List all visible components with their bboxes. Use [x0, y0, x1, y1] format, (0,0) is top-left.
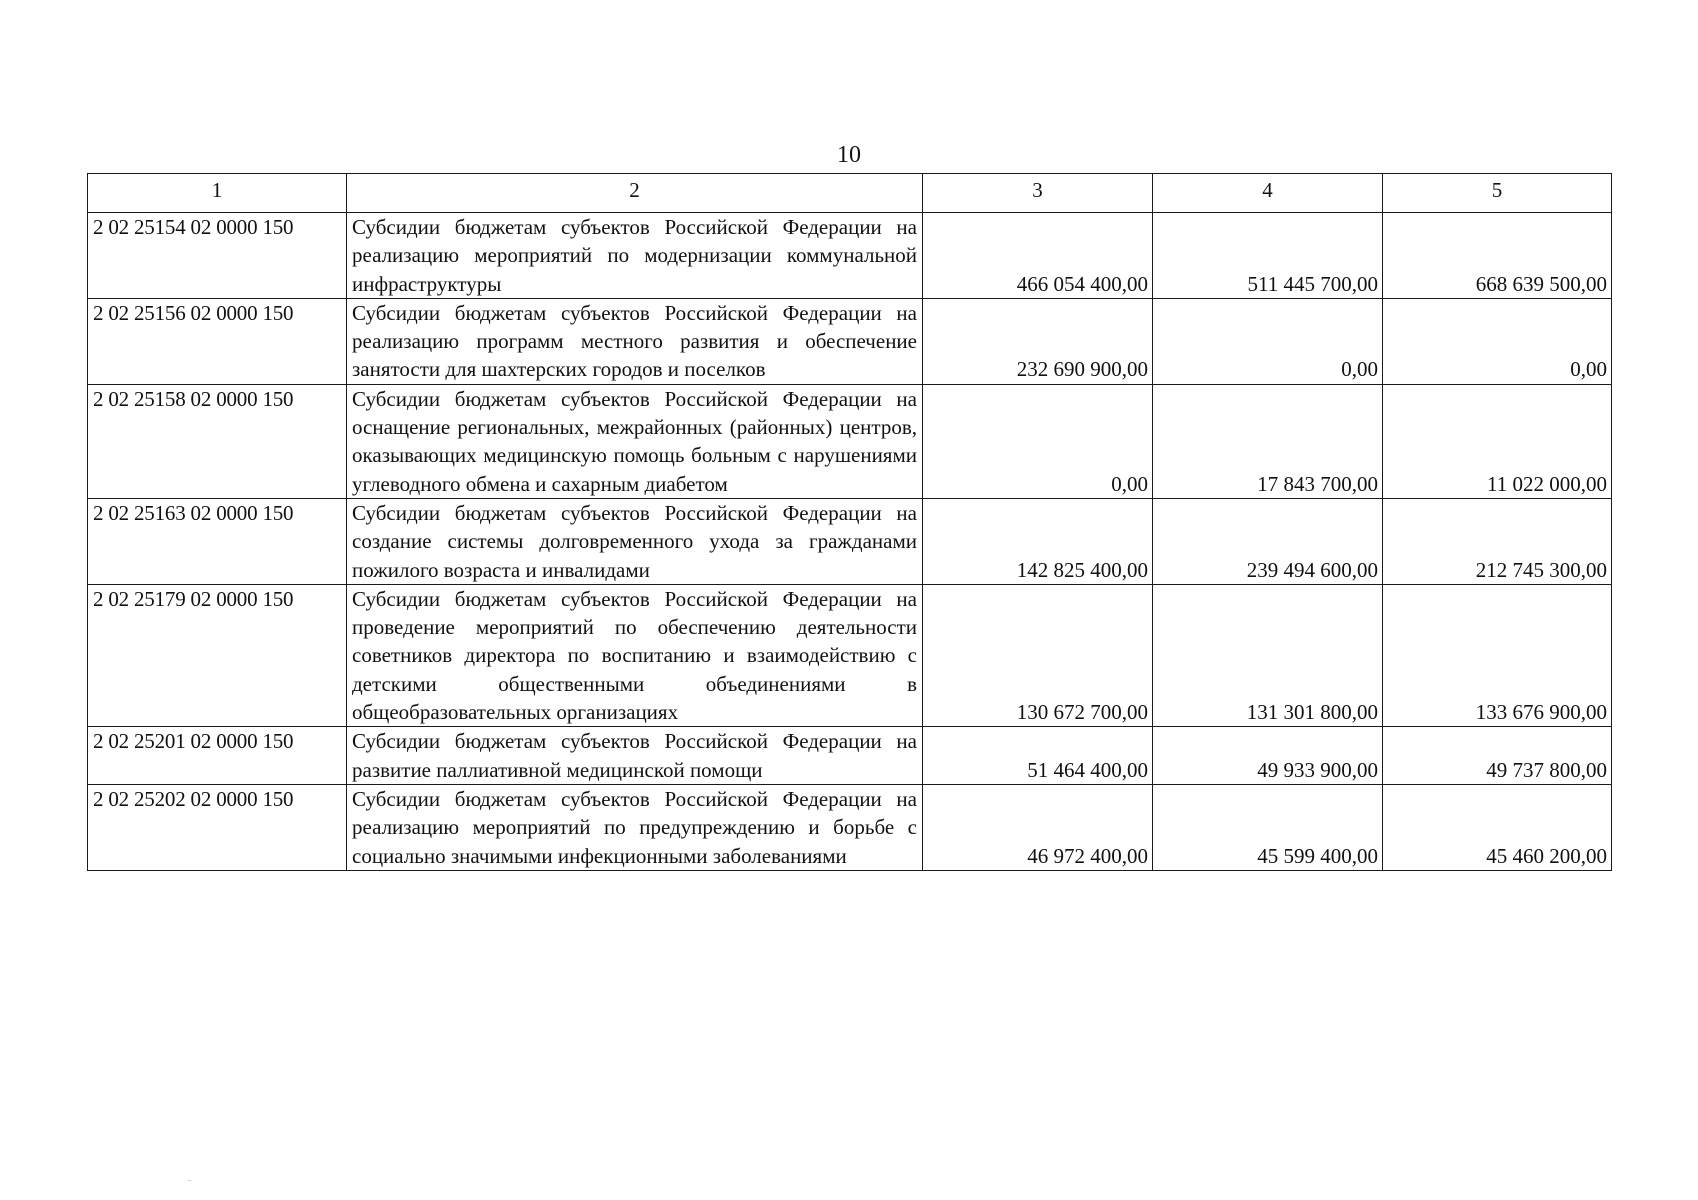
table-row	[88, 384, 1612, 498]
description-cell: Субсидии бюджетам субъектов Российской Федерации на проведение мероприятий по обеспечению деятельности советников директора по воспитанию и взаимодействию с детскими общественными объединениями в общеобразовательных организациях	[347, 584, 923, 726]
scan-artifact	[188, 1180, 191, 1181]
budget-code-cell: 2 02 25163 02 0000 150	[88, 498, 347, 584]
budget-code-cell: 2 02 25179 02 0000 150	[88, 584, 347, 726]
budget-code-cell: 2 02 25202 02 0000 150	[88, 784, 347, 870]
budget-code-cell: 2 02 25156 02 0000 150	[88, 298, 347, 384]
column-header-1: 1	[88, 174, 347, 213]
column-header-3: 3	[923, 174, 1153, 213]
amount-cell-col4: 45 599 400,00	[1153, 784, 1383, 870]
amount-cell-col4: 239 494 600,00	[1153, 498, 1383, 584]
table-row	[88, 784, 1612, 870]
description-cell: Субсидии бюджетам субъектов Российской Федерации на реализацию мероприятий по предупреждению и борьбе с социально значимыми инфекционными заболеваниями	[347, 784, 923, 870]
amount-cell-col5: 0,00	[1383, 298, 1612, 384]
amount-cell-col5: 45 460 200,00	[1383, 784, 1612, 870]
description-cell: Субсидии бюджетам субъектов Российской Федерации на развитие паллиативной медицинской помощи	[347, 727, 923, 785]
page-number: 10	[837, 142, 861, 168]
amount-cell-col4: 511 445 700,00	[1153, 213, 1383, 299]
amount-cell-col3: 232 690 900,00	[923, 298, 1153, 384]
amount-cell-col3: 466 054 400,00	[923, 213, 1153, 299]
amount-cell-col3: 142 825 400,00	[923, 498, 1153, 584]
amount-cell-col5: 212 745 300,00	[1383, 498, 1612, 584]
budget-code-cell: 2 02 25158 02 0000 150	[88, 384, 347, 498]
table-row	[88, 213, 1612, 299]
amount-cell-col3: 51 464 400,00	[923, 727, 1153, 785]
column-header-5: 5	[1383, 174, 1612, 213]
table-header-row	[88, 174, 1612, 213]
description-cell: Субсидии бюджетам субъектов Российской Федерации на реализацию программ местного развития и обеспечение занятости для шахтерских городов и поселков	[347, 298, 923, 384]
budget-revenue-table	[87, 173, 1612, 871]
amount-cell-col3: 130 672 700,00	[923, 584, 1153, 726]
amount-cell-col4: 17 843 700,00	[1153, 384, 1383, 498]
budget-code-cell: 2 02 25154 02 0000 150	[88, 213, 347, 299]
amount-cell-col5: 668 639 500,00	[1383, 213, 1612, 299]
amount-cell-col4: 0,00	[1153, 298, 1383, 384]
table-row	[88, 727, 1612, 785]
budget-code-cell: 2 02 25201 02 0000 150	[88, 727, 347, 785]
table-row	[88, 298, 1612, 384]
column-header-2: 2	[347, 174, 923, 213]
table-row	[88, 584, 1612, 726]
amount-cell-col5: 133 676 900,00	[1383, 584, 1612, 726]
amount-cell-col4: 131 301 800,00	[1153, 584, 1383, 726]
description-cell: Субсидии бюджетам субъектов Российской Федерации на оснащение региональных, межрайонных (районных) центров, оказывающих медицинскую помощь больным с нарушениями углеводного обмена и сахарным диабетом	[347, 384, 923, 498]
amount-cell-col5: 11 022 000,00	[1383, 384, 1612, 498]
description-cell: Субсидии бюджетам субъектов Российской Федерации на создание системы долговременного ухода за гражданами пожилого возраста и инвалидами	[347, 498, 923, 584]
amount-cell-col5: 49 737 800,00	[1383, 727, 1612, 785]
amount-cell-col3: 46 972 400,00	[923, 784, 1153, 870]
amount-cell-col4: 49 933 900,00	[1153, 727, 1383, 785]
table-row	[88, 498, 1612, 584]
amount-cell-col3: 0,00	[923, 384, 1153, 498]
description-cell: Субсидии бюджетам субъектов Российской Федерации на реализацию мероприятий по модернизации коммунальной инфраструктуры	[347, 213, 923, 299]
column-header-4: 4	[1153, 174, 1383, 213]
